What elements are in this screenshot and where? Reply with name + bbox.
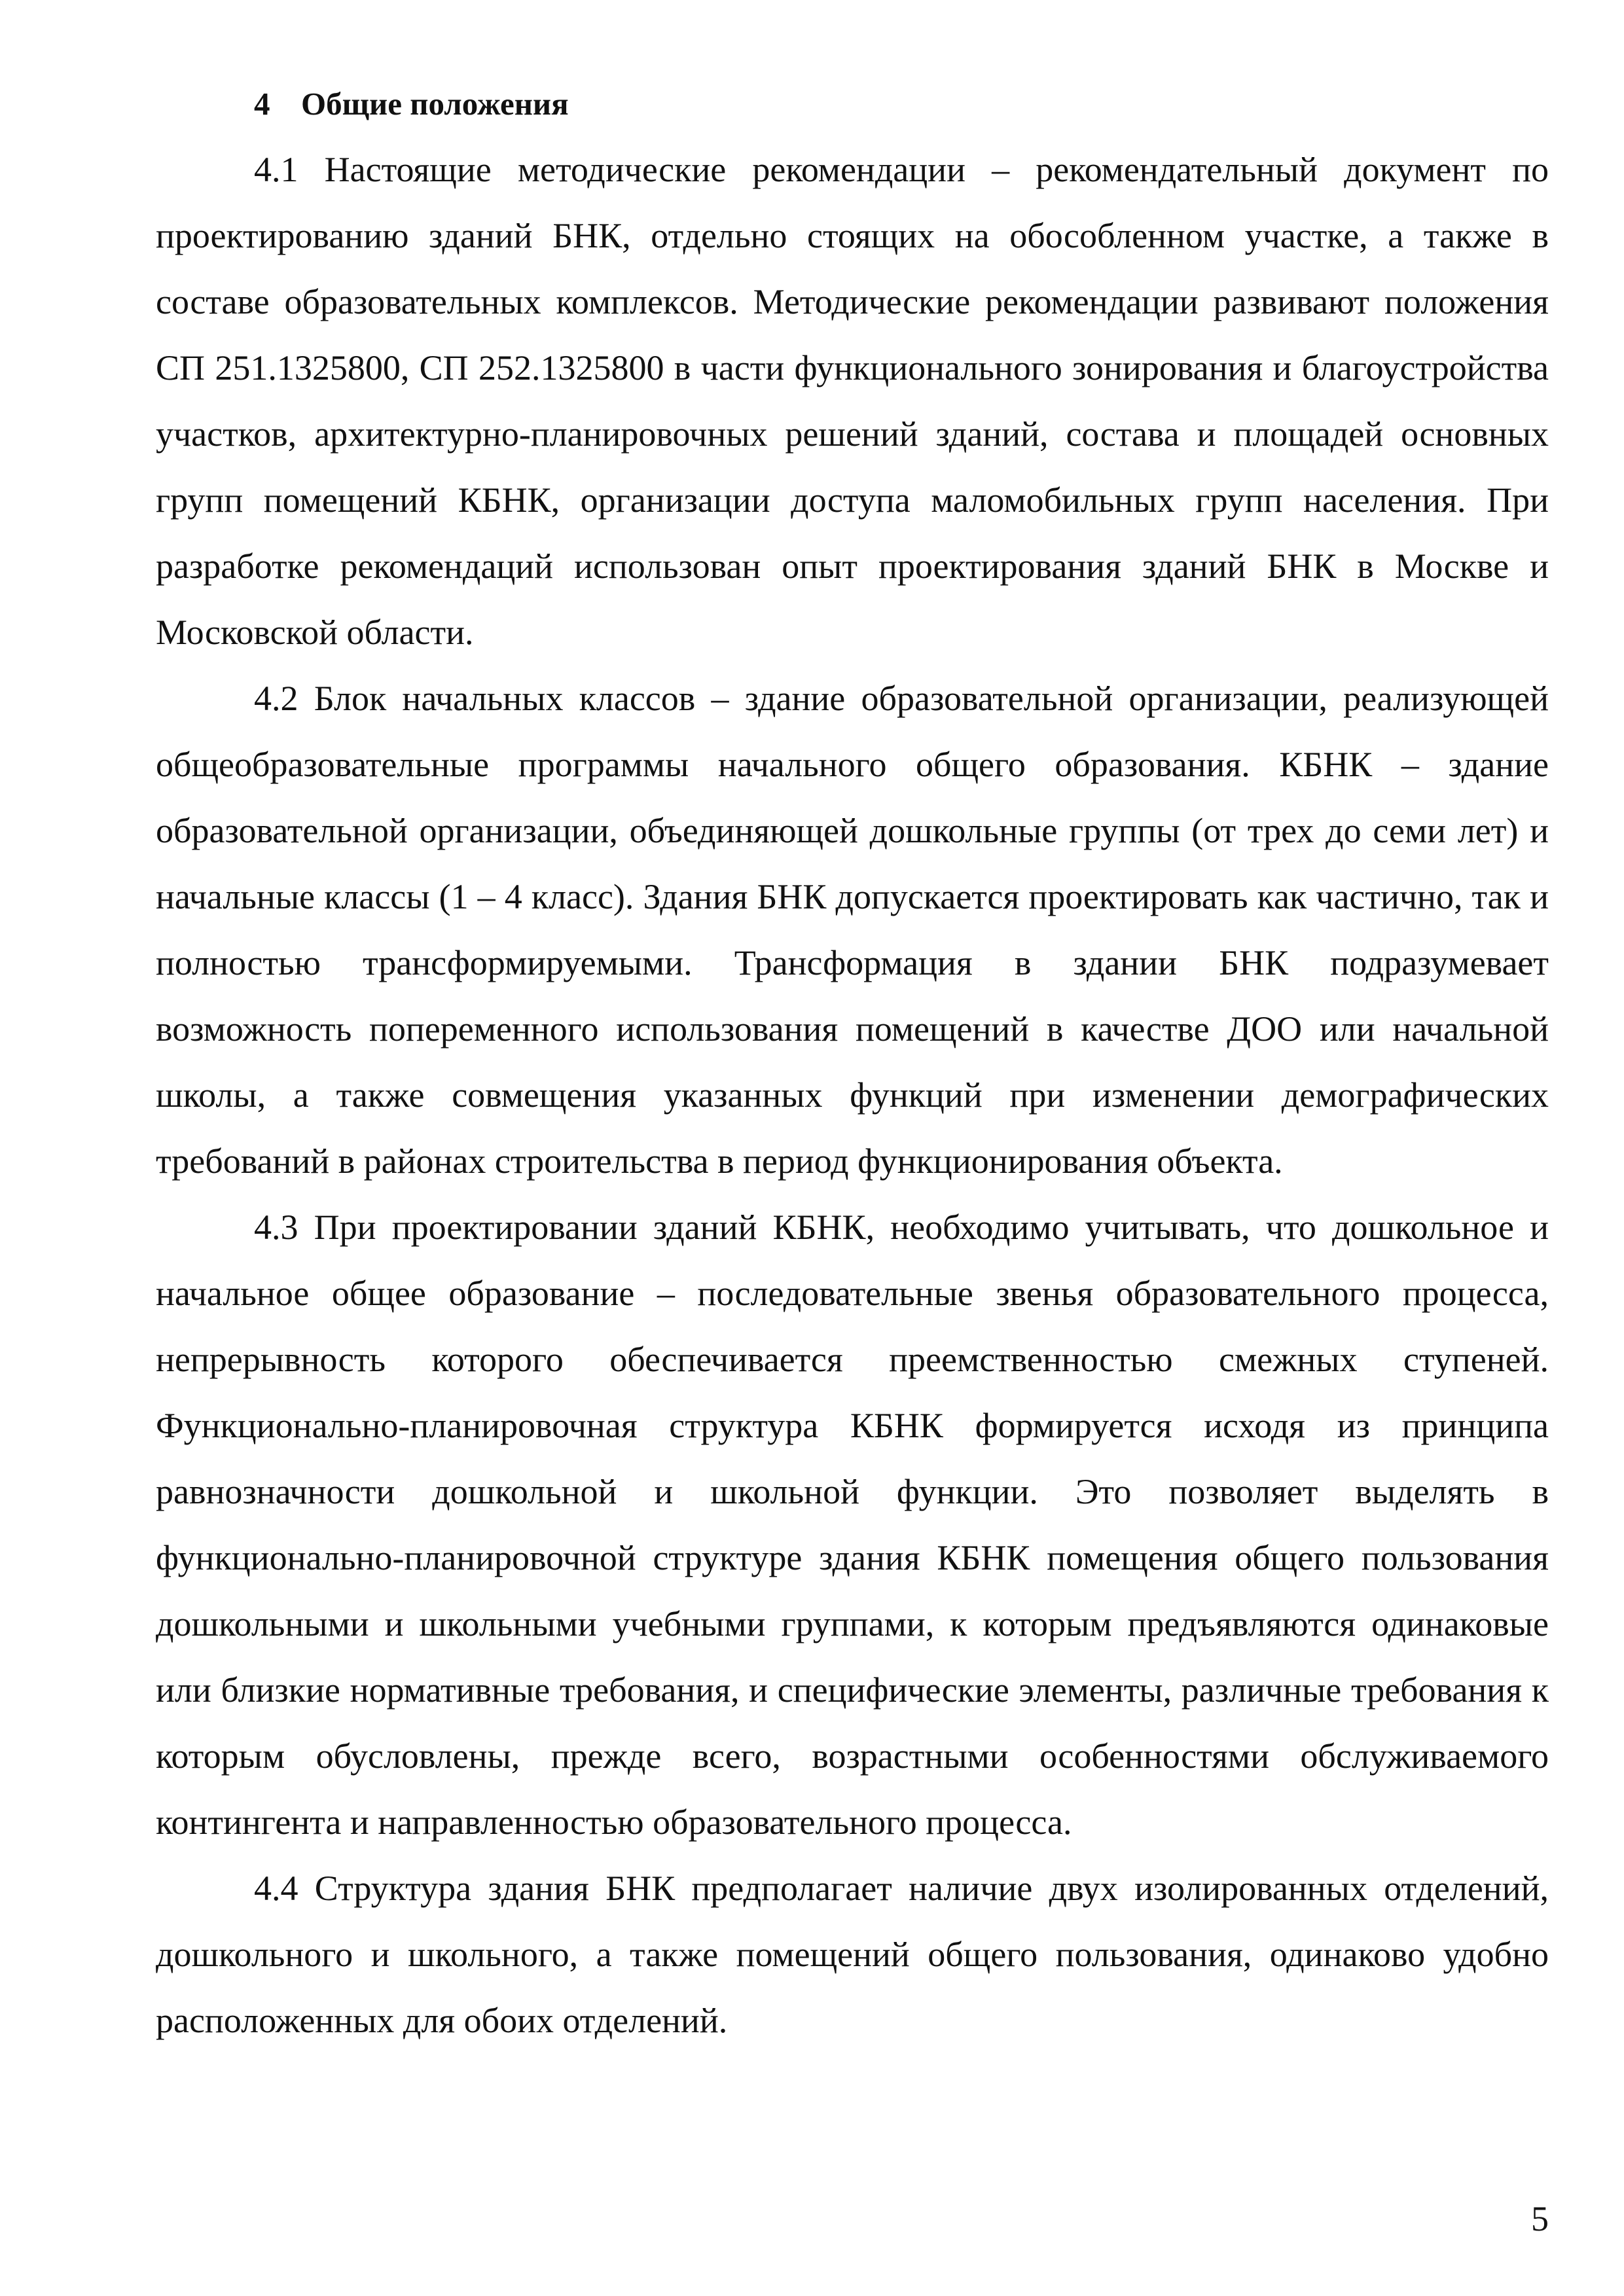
page-content: [156, 71, 1549, 2054]
paragraph-4-4: 4.4 Структура здания БНК предполагает наличие двух изолированных отделений, дошкольного и школьного, а также помещений общего пользования, одинаково удобно расположенных для обоих отделений.: [156, 1869, 1549, 2040]
page-number: 5: [1531, 2199, 1549, 2238]
paragraph-4-2: 4.2 Блок начальных классов – здание образовательной организации, реализующей общеобразовательные программы начального общего образования. КБНК – здание образовательной организации, объединяющей дошкольные группы (от трех до семи лет) и начальные классы (1 – 4 класс). Здания БНК допускается проектировать как частично, так и полностью трансформируемыми. Трансформация в здании БНК подразумевает возможность попеременного использования помещений в качестве ДОО или начальной школы, а также совмещения указанных функций при изменении демографических требований в районах строительства в период функционирования объекта.: [156, 679, 1549, 1181]
section-number: 4: [254, 86, 270, 122]
paragraph-4-1: 4.1 Настоящие методические рекомендации – рекомендательный документ по проектированию зданий БНК, отдельно стоящих на обособленном участке, а также в составе образовательных комплексов. Методические рекомендации развивают положения СП 251.1325800, СП 252.1325800 в части функционального зонирования и благоустройства участков, архитектурно-планировочных решений зданий, состава и площадей основных групп помещений КБНК, организации доступа маломобильных групп населения. При разработке рекомендаций использован опыт проектирования зданий БНК в Москве и Московской области.: [156, 150, 1549, 652]
paragraph-4-3: 4.3 При проектировании зданий КБНК, необходимо учитывать, что дошкольное и начальное общее образование – последовательные звенья образовательного процесса, непрерывность которого обеспечивается преемственностью смежных ступеней. Функционально-планировочная структура КБНК формируется исходя из принципа равнозначности дошкольной и школьной функции. Это позволяет выделять в функционально-планировочной структуре здания КБНК помещения общего пользования дошкольными и школьными учебными группами, к которым предъявляются одинаковые или близкие нормативные требования, и специфические элементы, различные требования к которым обусловлены, прежде всего, возрастными особенностями обслуживаемого контингента и направленностью образовательного процесса.: [156, 1208, 1549, 1842]
section-title: Общие положения: [301, 86, 569, 122]
section-heading: [156, 71, 1549, 137]
